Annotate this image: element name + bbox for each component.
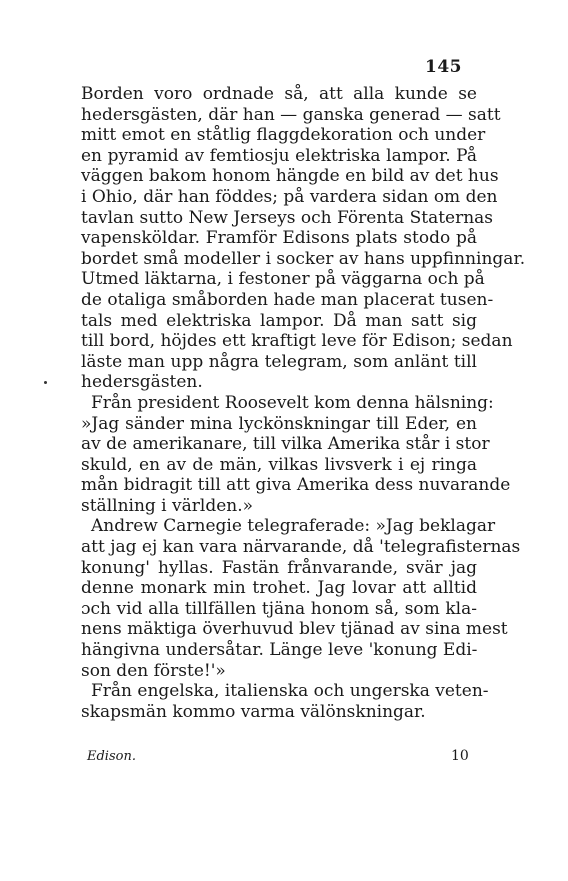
- text-line: läste man upp några telegram, som anlänt till: [81, 351, 477, 372]
- text-line: skapsmän kommo varma välönskningar.: [81, 701, 426, 722]
- text-line: hängivna undersåtar. Länge leve 'konung Edi-: [81, 640, 478, 661]
- paragraph: [81, 84, 526, 393]
- text-line: väggen bakom honom hängde en bild av det hus: [81, 166, 499, 187]
- text-line: skuld, en av de män, vilkas livsverk i ej ringa: [81, 454, 477, 475]
- text-line: ställning i världen.»: [81, 495, 254, 516]
- print-speck: [44, 381, 47, 384]
- text-line: tavlan sutto New Jerseys och Förenta Staternas: [81, 207, 494, 228]
- text-line: hedersgästen, där han — ganska generad — satt: [81, 104, 501, 125]
- text-line: bordet små modeller i socker av hans uppfinningar.: [81, 248, 526, 269]
- text-line: till bord, höjdes ett kraftigt leve för Edison; sedan: [81, 331, 513, 352]
- text-line: son den förste!'»: [81, 660, 226, 681]
- text-line: att jag ej kan vara närvarande, då 'telegrafisternas: [81, 537, 521, 558]
- text-line: tals med elektriska lampor. Då man satt sig: [81, 310, 477, 331]
- paragraph: [81, 516, 521, 681]
- text-line: ɔch vid alla tillfällen tjäna honom så, som kla-: [81, 598, 477, 619]
- text-line: nens mäktiga överhuvud blev tjänad av sina mest: [81, 619, 508, 640]
- text-line: konung' hyllas. Fastän frånvarande, svär jag: [81, 557, 477, 578]
- text-line: hedersgästen.: [81, 372, 203, 393]
- sheet-number: 10: [451, 748, 469, 764]
- page-number: 145: [425, 57, 462, 77]
- text-line: av de amerikanare, till vilka Amerika står i stor: [81, 434, 490, 455]
- text-line: mitt emot en ståtlig flaggdekoration och under: [81, 125, 486, 146]
- text-line: en pyramid av femtiosju elektriska lampor. På: [81, 145, 477, 166]
- text-line: mån bidragit till att giva Amerika dess nuvarande: [81, 475, 511, 496]
- text-line: Från president Roosevelt kom denna hälsning:: [91, 392, 494, 413]
- text-line: i Ohio, där han föddes; på vardera sidan om den: [81, 186, 498, 207]
- text-line: Andrew Carnegie telegraferade: »Jag beklagar: [91, 516, 496, 537]
- text-line: denne monark min trohet. Jag lovar att alltid: [81, 578, 477, 599]
- text-line: »Jag sänder mina lyckönskningar till Eder, en: [81, 413, 477, 434]
- paragraph: [81, 392, 511, 517]
- signature-mark: Edison.: [87, 749, 136, 764]
- text-line: Utmed läktarna, i festoner på väggarna och på: [81, 269, 485, 290]
- text-line: Från engelska, italienska och ungerska veten-: [91, 681, 489, 702]
- text-line: Borden voro ordnade så, att alla kunde se: [81, 84, 477, 104]
- text-line: vapensköldar. Framför Edisons plats stodo på: [81, 228, 477, 249]
- paragraph: [81, 681, 489, 722]
- text-line: de otaliga småborden hade man placerat tusen-: [81, 289, 494, 310]
- body-text: [81, 84, 526, 722]
